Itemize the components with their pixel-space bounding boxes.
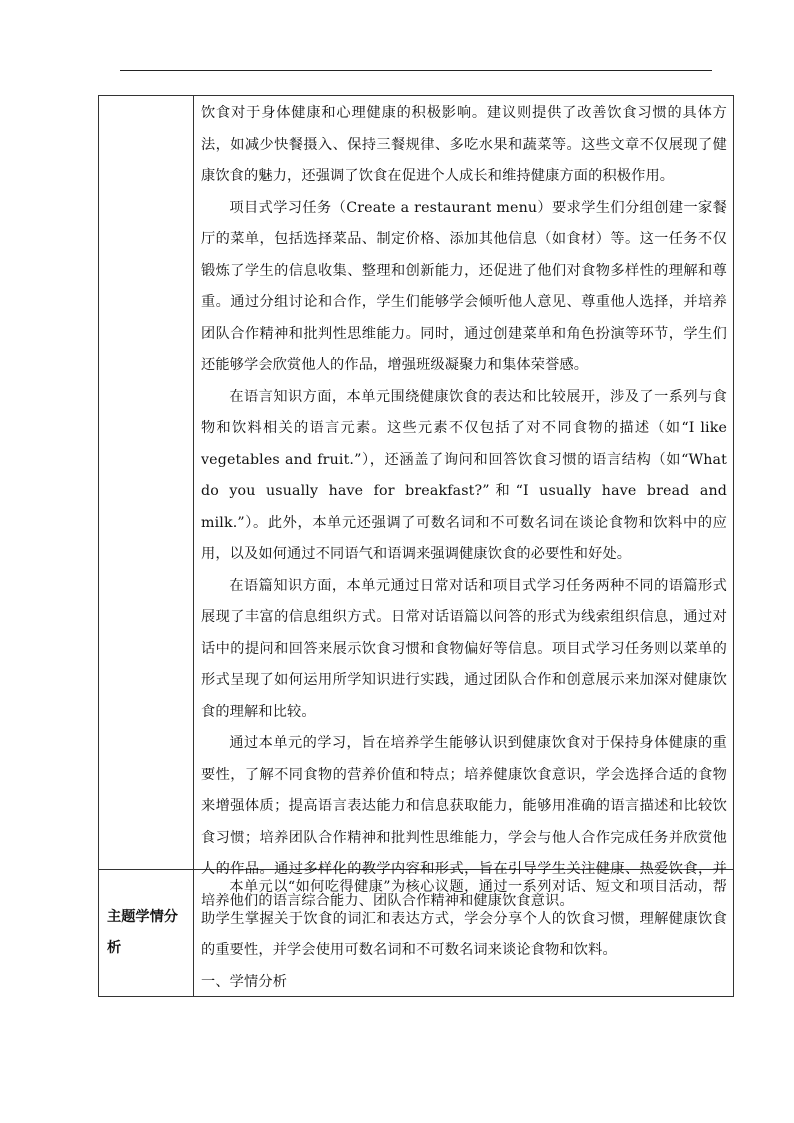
row-label-empty — [99, 96, 194, 870]
paragraph-language-knowledge: 在语言知识方面，本单元围绕健康饮食的表达和比较展开，涉及了一系列与食物和饮料相关的语言元素。这些元素不仅包括了对不同食物的描述（如“I like vegetables and fruit.”），还涵盖了询问和回答饮食习惯的语言结构（如“What do you usually have for breakfast?”和“I usually have bread and milk.”）。此外，本单元还强调了可数名词和不可数名词在谈论食物和饮料中的应用，以及如何通过不同语气和语调来强调健康饮食的必要性和好处。 — [201, 388, 727, 562]
paragraph-learning-goals: 通过本单元的学习，旨在培养学生能够认识到健康饮食对于保持身体健康的重要性，了解不同食物的营养价值和特点；培养健康饮食意识，学会选择合适的食物来增强体质；提高语言表达能力和信息获取能力，能够用准确的语言描述和比较饮食习惯；培养团队合作精神和批判性思维能力，学会与他人合作完成任务并欣赏他人的作品。通过多样化的教学内容和形式，旨在引导学生关注健康、热爱饮食，并培养他们的语言综合能力、团队合作精神和健康饮食意识。 — [201, 735, 727, 909]
subsection-heading: 一、学情分析 — [201, 973, 288, 990]
content-body — [201, 872, 727, 994]
section-label: 主题学情分析 — [107, 908, 178, 956]
lesson-plan-table — [98, 95, 734, 997]
content-cell — [194, 96, 734, 909]
content-body — [201, 98, 727, 909]
paragraph-continuation: 饮食对于身体健康和心理健康的积极影响。建议则提供了改善饮食习惯的具体方法，如减少快餐摄入、保持三餐规律、多吃水果和蔬菜等。这些文章不仅展现了健康饮食的魅力，还强调了饮食在促进个人成长和维持健康方面的积极作用。 — [201, 105, 727, 184]
table-row — [99, 870, 734, 997]
header-rule — [120, 70, 712, 71]
content-cell — [194, 870, 734, 997]
row-label-cell — [99, 870, 194, 997]
paragraph-discourse-knowledge: 在语篇知识方面，本单元通过日常对话和项目式学习任务两种不同的语篇形式展现了丰富的信息组织方式。日常对话语篇以问答的形式为线索组织信息，通过对话中的提问和回答来展示饮食习惯和食物偏好等信息。项目式学习任务则以菜单的形式呈现了如何运用所学知识进行实践，通过团队合作和创意展示来加深对健康饮食的理解和比较。 — [201, 577, 727, 720]
paragraph-project-task: 项目式学习任务（Create a restaurant menu）要求学生们分组创建一家餐厅的菜单，包括选择菜品、制定价格、添加其他信息（如食材）等。这一任务不仅锻炼了学生的信息收集、整理和创新能力，还促进了他们对食物多样性的理解和尊重。通过分组讨论和合作，学生们能够学会倾听他人意见、尊重他人选择，并培养团队合作精神和批判性思维能力。同时，通过创建菜单和角色扮演等环节，学生们还能够学会欣赏他人的作品，增强班级凝聚力和集体荣誉感。 — [201, 199, 727, 373]
table-row — [99, 96, 734, 870]
paragraph-topic-analysis: 本单元以“如何吃得健康”为核心议题，通过一系列对话、短文和项目活动，帮助学生掌握关于饮食的词汇和表达方式，学会分享个人的饮食习惯，理解健康饮食的重要性，并学会使用可数名词和不可数名词来谈论食物和饮料。 — [201, 879, 727, 958]
